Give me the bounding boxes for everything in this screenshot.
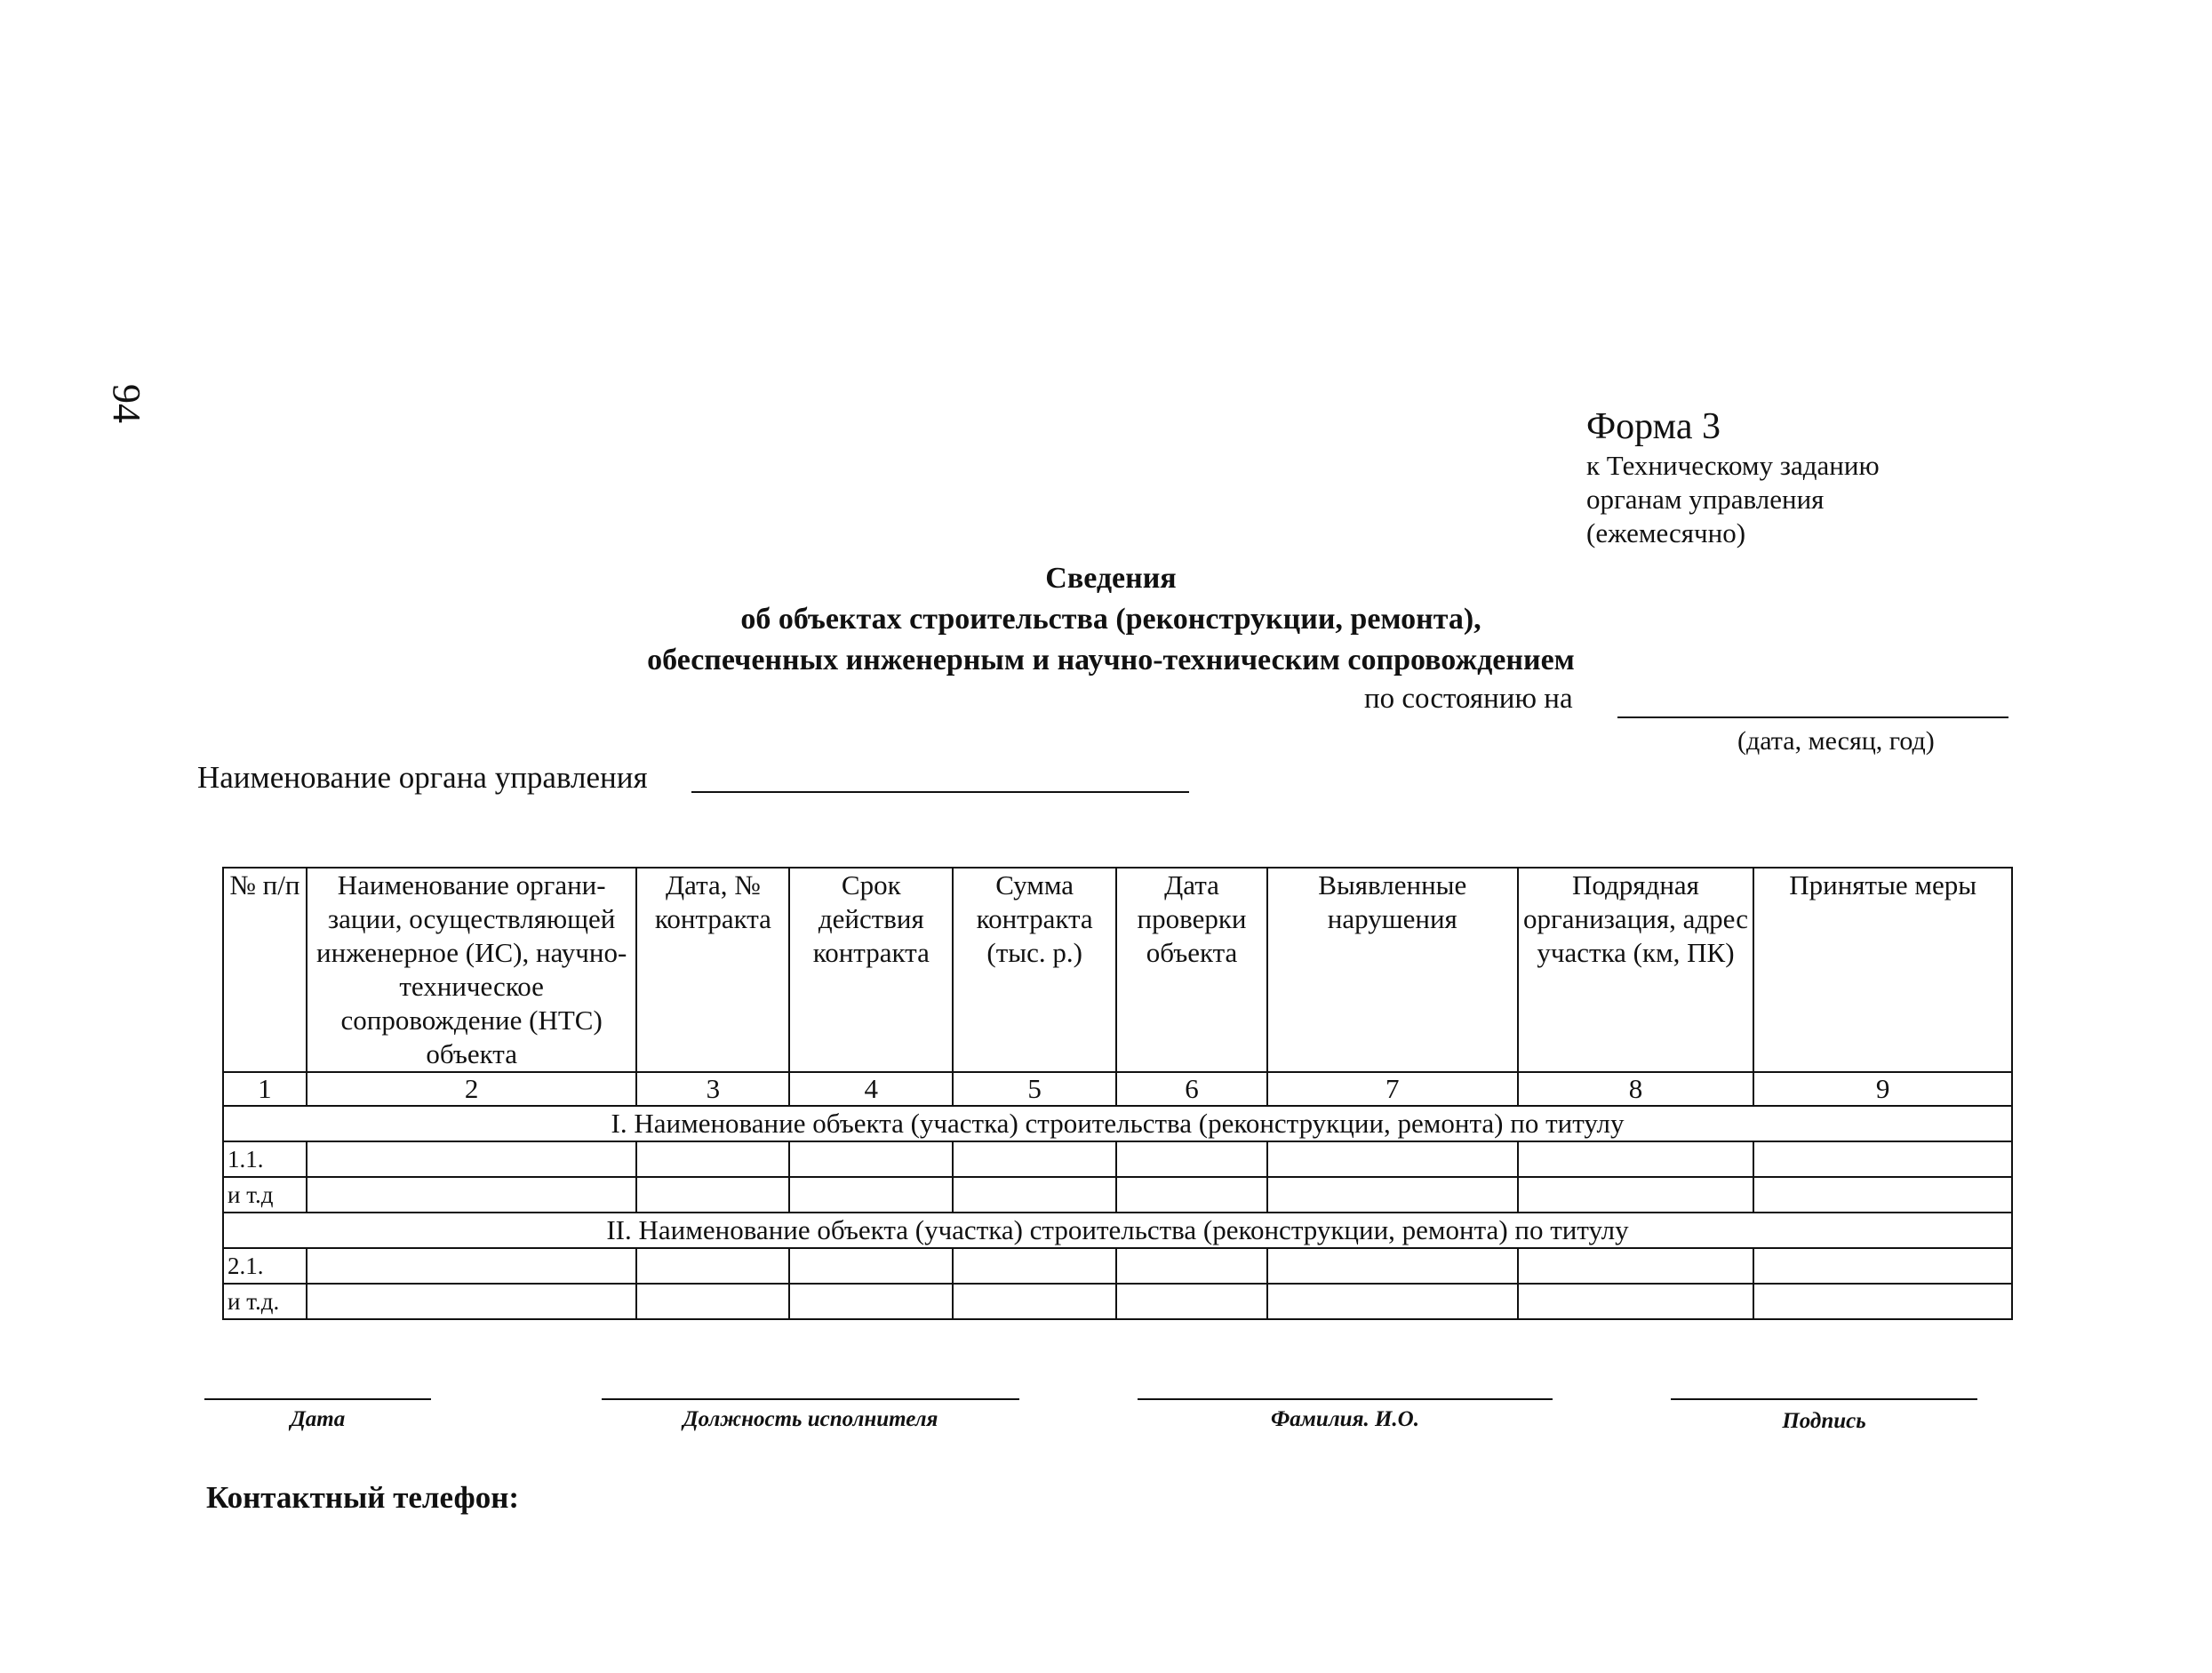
header-cell: № п/п	[223, 868, 307, 1072]
table-cell	[307, 1141, 637, 1177]
signature-label-name: Фамилия. И.О.	[1271, 1407, 1419, 1431]
header-cell: Принятые меры	[1753, 868, 2012, 1072]
document-subtitle: об объектах строительства (реконструкции, ремонта),	[740, 603, 1481, 636]
section-title: II. Наименование объекта (участка) строительства (реконструкции, ремонта) по титулу	[223, 1213, 2012, 1248]
section-row	[223, 1106, 2012, 1141]
signature-label-signature: Подпись	[1782, 1409, 1866, 1433]
signature-line-position	[602, 1398, 1019, 1400]
signature-label-date: Дата	[290, 1407, 346, 1431]
status-date-label: по состоянию на	[1364, 683, 1573, 715]
page-number: 94	[105, 384, 148, 423]
header-cell: Подрядная организация, адрес участка (км, ПК)	[1518, 868, 1754, 1072]
form-subtitle-line: к Техническому заданию	[1586, 450, 1880, 481]
table-cell	[1116, 1248, 1267, 1284]
document-subtitle: обеспеченных инженерным и научно-техническим сопровождением	[647, 644, 1575, 676]
header-cell: Дата, № контракта	[636, 868, 789, 1072]
signature-label-position: Должность исполнителя	[683, 1407, 938, 1431]
column-number-row	[223, 1072, 2012, 1106]
table-cell	[953, 1248, 1116, 1284]
signature-line-signature	[1671, 1398, 1977, 1400]
section-row	[223, 1213, 2012, 1248]
status-date-line	[1617, 716, 2008, 718]
row-number: и т.д.	[223, 1284, 307, 1319]
table-cell	[1753, 1284, 2012, 1319]
table-cell	[953, 1177, 1116, 1213]
table-cell	[953, 1284, 1116, 1319]
table-cell	[636, 1177, 789, 1213]
table-cell	[1116, 1177, 1267, 1213]
table-cell	[636, 1141, 789, 1177]
column-number: 7	[1267, 1072, 1518, 1106]
table-header-row	[223, 868, 2012, 1072]
column-number: 6	[1116, 1072, 1267, 1106]
header-cell: Дата проверки объекта	[1116, 868, 1267, 1072]
table-row	[223, 1284, 2012, 1319]
header-cell: Срок действия контракта	[789, 868, 953, 1072]
table-cell	[1116, 1284, 1267, 1319]
header-cell: Сумма контракта (тыс. р.)	[953, 868, 1116, 1072]
table-cell	[636, 1284, 789, 1319]
table-cell	[1518, 1141, 1754, 1177]
table-cell	[1116, 1141, 1267, 1177]
table-cell	[1267, 1248, 1518, 1284]
column-number: 8	[1518, 1072, 1754, 1106]
table-cell	[307, 1248, 637, 1284]
table-cell	[636, 1248, 789, 1284]
table-row	[223, 1141, 2012, 1177]
table-cell	[789, 1177, 953, 1213]
document-title: Сведения	[1045, 562, 1177, 595]
table-row	[223, 1248, 2012, 1284]
table-cell	[1267, 1284, 1518, 1319]
header-cell: Наименование органи-зации, осуществляющей инженерное (ИС), научно-техническое сопровождение (НТС) объекта	[307, 868, 637, 1072]
organ-name-line	[691, 791, 1189, 793]
header-cell: Выявленные нарушения	[1267, 868, 1518, 1072]
table-cell	[1267, 1177, 1518, 1213]
contact-phone-label: Контактный телефон:	[206, 1480, 520, 1515]
table-cell	[789, 1248, 953, 1284]
table-cell	[953, 1141, 1116, 1177]
form-title: Форма 3	[1586, 406, 1721, 447]
status-date-hint: (дата, месяц, год)	[1737, 726, 1935, 756]
table-cell	[789, 1141, 953, 1177]
table-row	[223, 1177, 2012, 1213]
table-cell	[1518, 1177, 1754, 1213]
table-cell	[1753, 1141, 2012, 1177]
table-cell	[1518, 1248, 1754, 1284]
section-title: I. Наименование объекта (участка) строительства (реконструкции, ремонта) по титулу	[223, 1106, 2012, 1141]
table-cell	[1267, 1141, 1518, 1177]
column-number: 9	[1753, 1072, 2012, 1106]
table-cell	[1518, 1284, 1754, 1319]
row-number: 2.1.	[223, 1248, 307, 1284]
table-cell	[307, 1177, 637, 1213]
table-cell	[307, 1284, 637, 1319]
organ-name-label: Наименование органа управления	[197, 760, 648, 795]
column-number: 2	[307, 1072, 637, 1106]
table-cell	[1753, 1248, 2012, 1284]
signature-line-date	[204, 1398, 431, 1400]
column-number: 5	[953, 1072, 1116, 1106]
form-reference	[1586, 404, 1880, 550]
report-table	[222, 867, 2013, 1320]
table-cell	[1753, 1177, 2012, 1213]
signature-line-name	[1138, 1398, 1553, 1400]
row-number: 1.1.	[223, 1141, 307, 1177]
row-number: и т.д	[223, 1177, 307, 1213]
column-number: 1	[223, 1072, 307, 1106]
table-cell	[789, 1284, 953, 1319]
form-subtitle-line: (ежемесячно)	[1586, 517, 1746, 548]
form-subtitle-line: органам управления	[1586, 484, 1825, 515]
column-number: 4	[789, 1072, 953, 1106]
column-number: 3	[636, 1072, 789, 1106]
